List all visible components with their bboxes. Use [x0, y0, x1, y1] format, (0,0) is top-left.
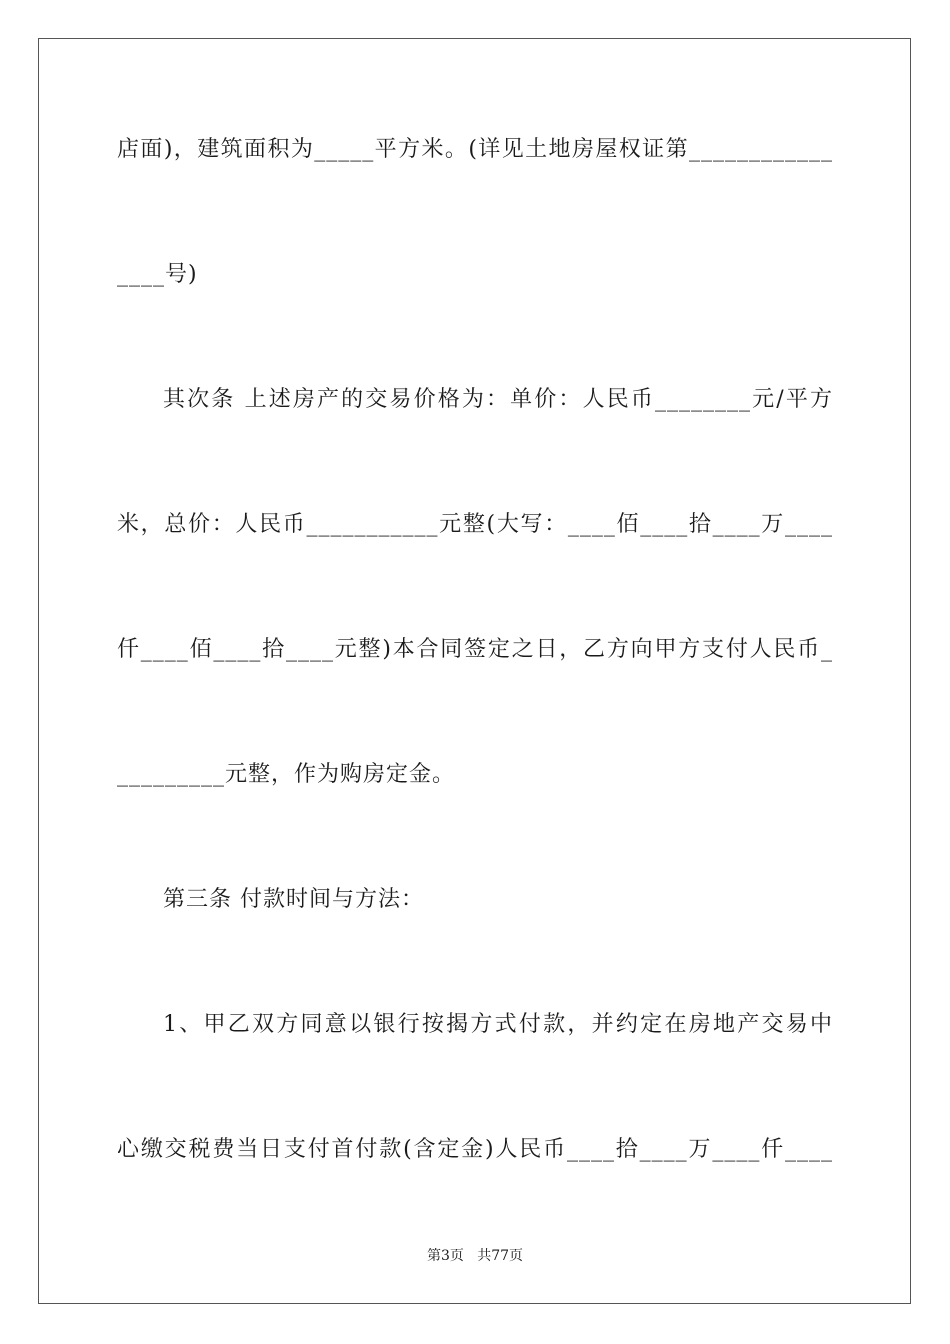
body-text-line: _________元整，作为购房定金。 — [117, 762, 456, 787]
body-text-line: 1、甲乙双方同意以银行按揭方式付款，并约定在房地产交易中 — [163, 1012, 833, 1037]
body-text-line: 仟____佰____拾____元整)本合同签定之日，乙方向甲方支付人民币_ — [117, 637, 833, 662]
page-border — [38, 38, 911, 1304]
body-text-line: 米，总价：人民币___________元整(大写：____佰____拾____万____ — [117, 512, 833, 537]
section-heading: 第三条 付款时间与方法： — [163, 887, 424, 912]
body-text-line: 心缴交税费当日支付首付款(含定金)人民币____拾____万____仟____ — [117, 1137, 833, 1162]
body-text-line: ____号) — [117, 262, 198, 287]
body-text-line: 店面)，建筑面积为_____平方米。(详见土地房屋权证第____________ — [117, 137, 833, 162]
page-number-footer: 第3页 共77页 — [426, 1248, 524, 1264]
body-text-line: 其次条 上述房产的交易价格为：单价：人民币________元/平方 — [163, 387, 833, 412]
